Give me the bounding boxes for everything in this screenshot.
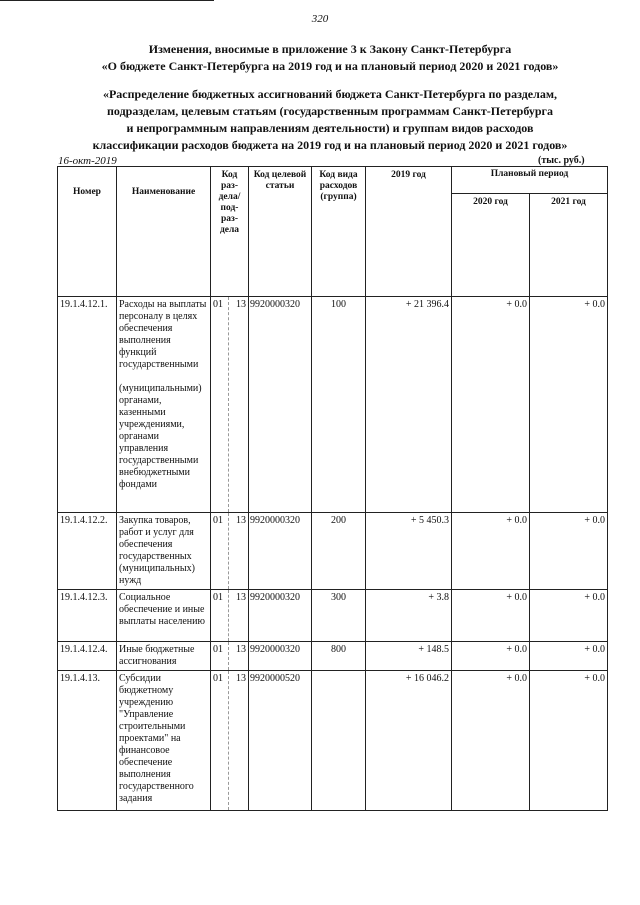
row-number: 19.1.4.12.2. xyxy=(58,513,117,590)
row-2020-amount: + 0.0 xyxy=(452,513,530,590)
row-2019-amount: + 16 046.2 xyxy=(366,671,452,811)
row-podrazdel: 13 xyxy=(229,642,249,671)
row-podrazdel: 13 xyxy=(229,513,249,590)
units-label: (тыс. руб.) xyxy=(538,155,585,166)
header-number: Номер xyxy=(58,167,117,297)
row-podrazdel: 13 xyxy=(229,297,249,513)
subtitle-line: «Распределение бюджетных ассигнований бюджета Санкт-Петербурга по разделам, xyxy=(102,87,558,101)
row-name: Закупка товаров, работ и услуг для обеспечения государственных (муниципальных) нужд xyxy=(117,513,211,590)
row-2020-amount: + 0.0 xyxy=(452,297,530,513)
row-number: 19.1.4.12.4. xyxy=(58,642,117,671)
row-number: 19.1.4.12.3. xyxy=(58,590,117,642)
table-row xyxy=(58,513,608,590)
title-line: Изменения, вносимые в приложение 3 к Закону Санкт-Петербурга xyxy=(148,42,512,56)
row-razdel: 01 xyxy=(211,297,229,513)
header-2019: 2019 год xyxy=(366,167,452,297)
table-row xyxy=(58,590,608,642)
budget-table xyxy=(57,166,608,811)
row-podrazdel: 13 xyxy=(229,590,249,642)
row-expense-code: 200 xyxy=(312,513,366,590)
table-title xyxy=(50,86,610,154)
row-name: Иные бюджетные ассигнования xyxy=(117,642,211,671)
row-2021-amount: + 0.0 xyxy=(530,671,608,811)
row-number: 19.1.4.13. xyxy=(58,671,117,811)
row-2021-amount: + 0.0 xyxy=(530,297,608,513)
header-expense-type: Код вида расходов (группа) xyxy=(312,167,366,297)
row-2021-amount: + 0.0 xyxy=(530,590,608,642)
subtitle-line: классификации расходов бюджета на 2019 год и на плановый период 2020 и 2021 годов» xyxy=(92,138,568,152)
row-2019-amount: + 5 450.3 xyxy=(366,513,452,590)
document-date: 16-окт-2019 xyxy=(58,155,117,167)
page-number: 320 xyxy=(311,13,329,25)
table-row xyxy=(58,671,608,811)
row-2019-amount: + 3.8 xyxy=(366,590,452,642)
header-target: Код целевой статьи xyxy=(249,167,312,297)
row-expense-code: 300 xyxy=(312,590,366,642)
document-title xyxy=(50,41,610,75)
subtitle-line: и непрограммным направлениям деятельности) и группам видов расходов xyxy=(126,121,534,135)
row-razdel: 01 xyxy=(211,513,229,590)
row-target-code: 9920000520 xyxy=(249,671,312,811)
title-line: «О бюджете Санкт-Петербурга на 2019 год и на плановый период 2020 и 2021 годов» xyxy=(101,59,559,73)
row-target-code: 9920000320 xyxy=(249,642,312,671)
row-2020-amount: + 0.0 xyxy=(452,590,530,642)
row-razdel: 01 xyxy=(211,642,229,671)
header-section: Код раз-дела/ под-раз-дела xyxy=(211,167,249,297)
header-2021: 2021 год xyxy=(530,194,608,297)
header-planned-period: Плановый период xyxy=(452,167,608,194)
subtitle-line: подразделам, целевым статьям (государственным программам Санкт-Петербурга xyxy=(107,104,553,118)
row-expense-code xyxy=(312,671,366,811)
row-expense-code: 100 xyxy=(312,297,366,513)
row-name: Социальное обеспечение и иные выплаты населению xyxy=(117,590,211,642)
row-2021-amount: + 0.0 xyxy=(530,642,608,671)
row-target-code: 9920000320 xyxy=(249,297,312,513)
row-target-code: 9920000320 xyxy=(249,513,312,590)
row-name-part: (муниципальными) органами, казенными учреждениями, органами управления государственными внебюджетными фондами xyxy=(119,383,202,490)
row-razdel: 01 xyxy=(211,590,229,642)
row-expense-code: 800 xyxy=(312,642,366,671)
row-target-code: 9920000320 xyxy=(249,590,312,642)
row-name-part: Расходы на выплаты персоналу в целях обеспечения выполнения функций государственными xyxy=(119,299,207,370)
row-name: Субсидии бюджетному учреждению "Управление строительными проектами" на финансовое обеспечение выполнения государственного задания xyxy=(117,671,211,811)
row-podrazdel: 13 xyxy=(229,671,249,811)
row-2020-amount: + 0.0 xyxy=(452,642,530,671)
row-number: 19.1.4.12.1. xyxy=(58,297,117,513)
header-2020: 2020 год xyxy=(452,194,530,297)
table-row xyxy=(58,642,608,671)
row-name xyxy=(117,297,211,513)
row-2019-amount: + 21 396.4 xyxy=(366,297,452,513)
row-2019-amount: + 148.5 xyxy=(366,642,452,671)
row-2020-amount: + 0.0 xyxy=(452,671,530,811)
top-rule xyxy=(0,0,214,1)
table-row xyxy=(58,297,608,513)
row-2021-amount: + 0.0 xyxy=(530,513,608,590)
row-razdel: 01 xyxy=(211,671,229,811)
header-name: Наименование xyxy=(117,167,211,297)
